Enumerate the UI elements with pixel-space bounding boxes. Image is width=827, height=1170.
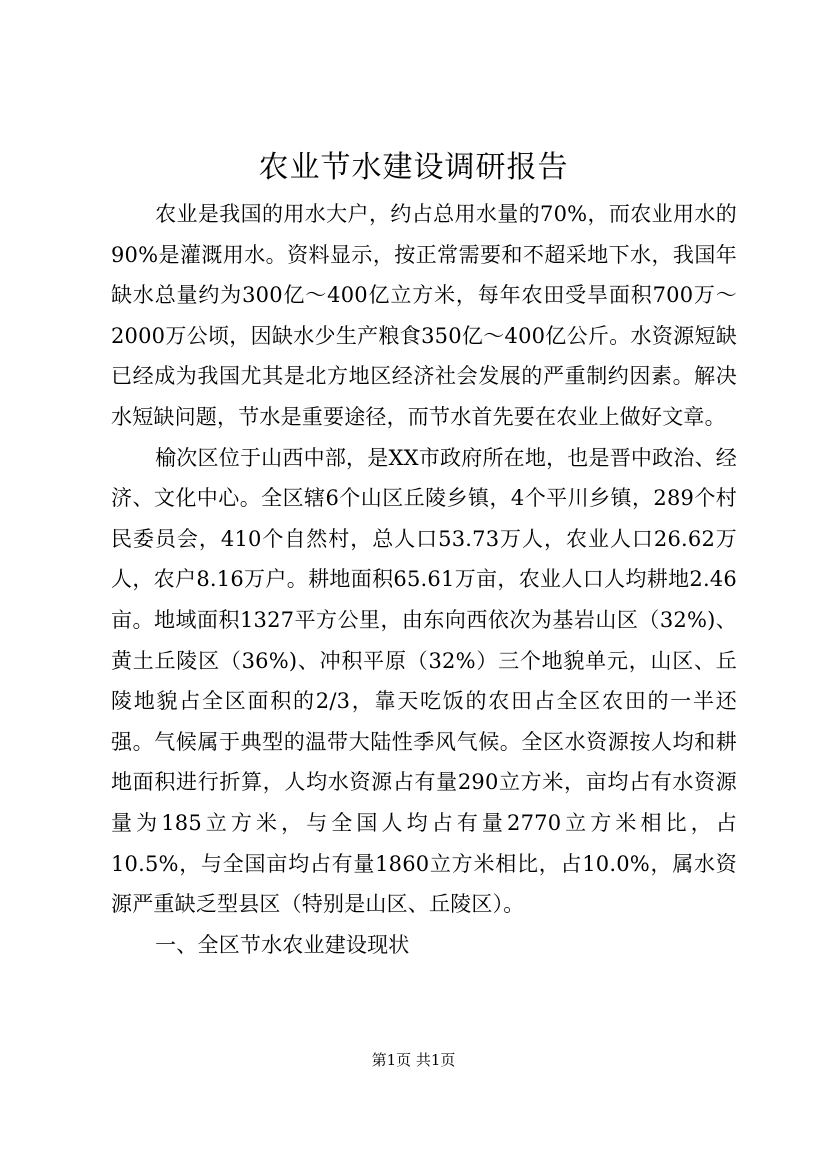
section-heading: 一、全区节水农业建设现状	[155, 932, 410, 957]
paragraph-intro: 农业是我国的用水大户，约占总用水量的70%，而农业用水的90%是灌溉用水。资料显示，按正常需要和不超采地下水，我国年缺水总量约为300亿～400亿立方米，每年农田受旱面积700万～2000万公顷，因缺水少生产粮食350亿～400亿公斤。水资源短缺已经成为我国尤其是北方地区经济社会发展的严重制约因素。解决水短缺问题，节水是重要途径，而节水首先要在农业上做好文章。	[111, 202, 737, 429]
page-footer: 第1页 共1页	[371, 1051, 456, 1069]
document-title: 农业节水建设调研报告	[258, 150, 569, 185]
paragraph-region-overview: 榆次区位于山西中部，是XX市政府所在地，也是晋中政治、经济、文化中心。全区辖6个山区丘陵乡镇，4个平川乡镇，289个村民委员会，410个自然村，总人口53.73万人，农业人口26.62万人，农户8.16万户。耕地面积65.61万亩，农业人口人均耕地2.46亩。地域面积1327平方公里，由东向西依次为基岩山区（32%)、黄土丘陵区（36%)、冲积平原（32%）三个地貌单元，山区、丘陵地貌占全区面积的2/3，靠天吃饭的农田占全区农田的一半还强。气候属于典型的温带大陆性季风气候。全区水资源按人均和耕地面积进行折算，人均水资源占有量290立方米，亩均占有水资源量为185立方米，与全国人均占有量2770立方米相比，占10.5%，与全国亩均占有量1860立方米相比，占10.0%，属水资源严重缺乏型县区（特别是山区、丘陵区）。	[111, 445, 737, 917]
document-body	[111, 194, 737, 965]
